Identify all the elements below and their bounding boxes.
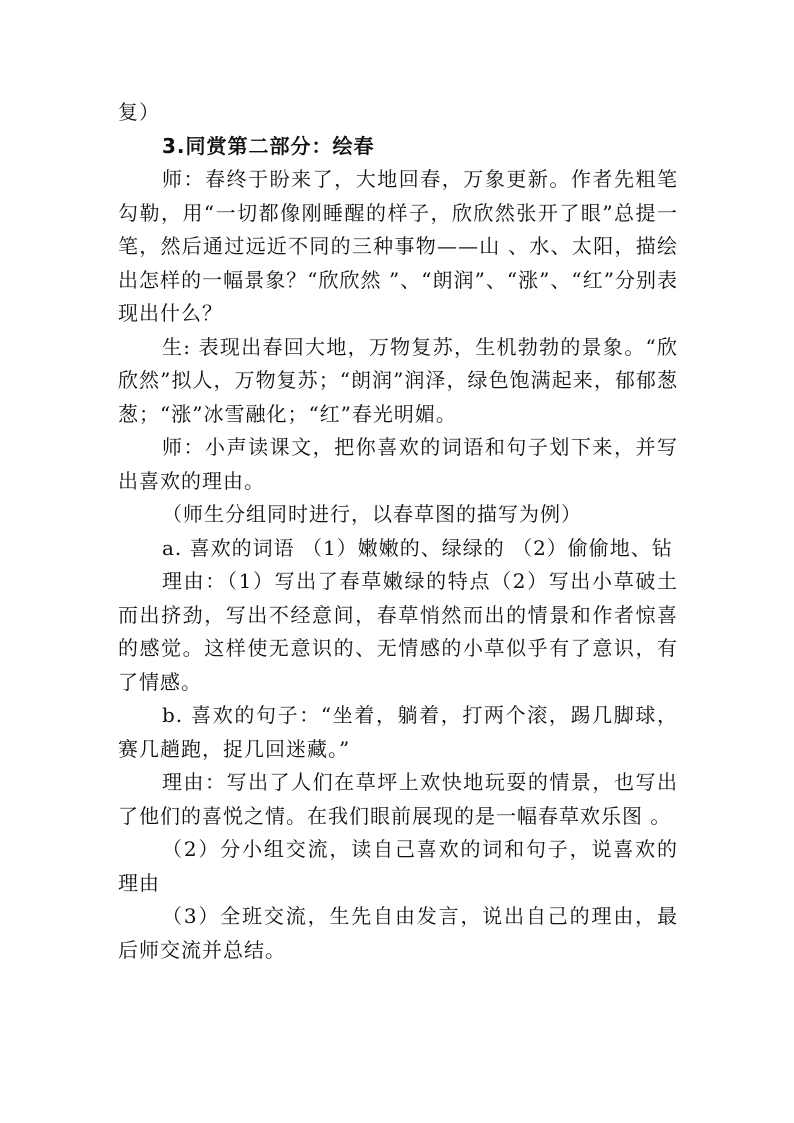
teacher-paragraph-1: 师：春终于盼来了，大地回春，万象更新。作者先粗笔勾勒，用“一切都像刚睡醒的样子，欣欣然张开了眼”总提一笔，然后通过远近不同的三种事物——山 、水、太阳，描绘出怎样的一幅景象？“欣欣然 ”、“朗润”、“涨”、“红”分别表现出什么？ — [118, 167, 678, 325]
class-discussion-step: （3）全班交流，生先自由发言，说出自己的理由，最后师交流并总结。 — [118, 904, 678, 962]
section-heading: 3.同赏第二部分：绘春 — [162, 133, 375, 158]
favorite-sentence-item: b. 喜欢的句子：“坐着，躺着，打两个滚，踢几脚球，赛几趟跑，捉几回迷藏。” — [118, 703, 678, 761]
favorite-words-reason: 理由：（1）写出了春草嫩绿的特点（2）写出小草破土而出挤劲，写出不经意间，春草悄然而出的情景和作者惊喜的感觉。这样使无意识的、无情感的小草似乎有了意识，有了情感。 — [118, 569, 678, 694]
continuation-text: 复） — [118, 100, 160, 124]
student-paragraph-1: 生: 表现出春回大地，万物复苏，生机勃勃的景象。“欣欣然”拟人，万物复苏；“朗润”润泽，绿色饱满起来，郁郁葱葱；“涨”冰雪融化；“红”春光明媚。 — [118, 334, 678, 426]
teacher-paragraph-2: 师：小声读课文，把你喜欢的词语和句子划下来，并写出喜欢的理由。 — [118, 435, 678, 493]
group-discussion-step: （2）分小组交流，读自己喜欢的词和句子，说喜欢的理由 — [118, 837, 678, 895]
favorite-words-item: a. 喜欢的词语 （1）嫩嫩的、绿绿的 （2）偷偷地、钻 — [162, 535, 673, 560]
group-note: （师生分组同时进行，以春草图的描写为例） — [162, 502, 582, 526]
favorite-sentence-reason: 理由：写出了人们在草坪上欢快地玩耍的情景，也写出了他们的喜悦之情。在我们眼前展现的是一幅春草欢乐图 。 — [118, 770, 678, 828]
document-page — [118, 96, 678, 967]
